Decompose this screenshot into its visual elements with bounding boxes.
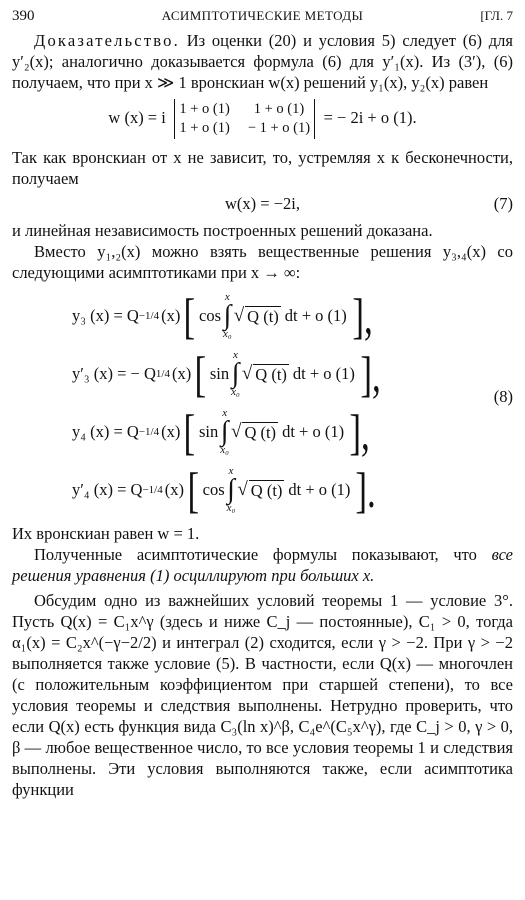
proof-text: Из оценки (20) и условия 5) следует (6) для y′₂(x); аналогично доказывается формула (6) для y′₁(x). Из (3′), (6) получаем, что при x ≫ 1 вронскиан w(x) решений y₁(x), y₂(x) равен [12, 31, 513, 92]
eq8-arg: (x) [161, 422, 181, 441]
paragraph-2: Так как вронскиан от x не зависит, то, устремляя x к бесконечности, получаем [12, 148, 513, 188]
eq8-fn: cos [202, 480, 225, 499]
paragraph-3: и линейная независимость построенных решений доказана. [12, 221, 433, 240]
eq8-arg: (x) [171, 364, 192, 383]
paragraph-7: Обсудим одно из важнейших условий теоремы 1 — условие 3°. Пусть Q(x) = C₁x^γ (здесь и ниже C_j — постоянные), C₁ > 0, тогда α₁(x) = C₂x^(−γ−2/2) и интеграл (2) сходится, если γ > −2. При γ > −2 выполняется также условие (5). В частности, если Q(x) — многочлен (с положительным коэффициентом при старшей степени), то все условия теоремы и следствия выполнены. Нетрудно проверить, что если Q(x) есть функция вида C₃(ln x)^β, C₄e^(C₅x^γ), где C_j > 0, γ > 0, β — любое вещественное число, то все условия теоремы 1 и следствия выполнены. Эти условия выполняются также, если асимптотика функции [12, 591, 513, 799]
integral-sign: x ∫ x₀ [223, 291, 232, 340]
det-cell: 1 + o (1) [179, 101, 230, 117]
paragraph-4: Вместо y₁,₂(x) можно взять вещественные решения y₃,₄(x) со следующими асимптотиками при x → ∞: [12, 242, 513, 282]
left-bracket: [ [183, 288, 196, 344]
proof-paragraph [12, 30, 513, 93]
wronskian-lhs: w (x) = i [108, 107, 166, 127]
eq8-tail: dt + o (1) [288, 480, 351, 499]
eq8-arg: (x) [161, 306, 181, 325]
det-cell: − 1 + o (1) [247, 120, 311, 136]
eq8-tail: dt + o (1) [292, 364, 355, 383]
paragraph-5: Их вронскиан равен w = 1. [12, 524, 200, 543]
chapter-ref: [ГЛ. 7 [480, 8, 513, 23]
radicand: Q (t) [247, 306, 279, 326]
proof-word: Доказательство. [34, 31, 180, 50]
left-bracket: [ [183, 404, 196, 460]
integral-sign: x ∫ x₀ [231, 349, 240, 398]
eq8-exponent: −1/4 [138, 310, 160, 322]
page-header [12, 8, 513, 30]
sqrt-sign: √ [231, 421, 242, 442]
right-bracket: ]. [355, 462, 377, 518]
eq8-row [12, 461, 513, 519]
radicand: Q (t) [244, 422, 277, 442]
eq8-exponent: 1/4 [155, 368, 170, 380]
eq8-exponent: −1/4 [142, 484, 163, 496]
eq8-fn: sin [199, 422, 219, 441]
eq8-tail: dt + o (1) [284, 306, 347, 325]
paragraph-6: Полученные асимптотические формулы показывают, что все решения уравнения (1) осциллируют при больших x. [12, 545, 513, 585]
determinant [170, 99, 320, 139]
sqrt-sign: √ [233, 305, 245, 326]
right-bracket: ], [352, 288, 373, 344]
eq8-exponent: −1/4 [138, 426, 160, 438]
eq8-tail: dt + o (1) [282, 422, 345, 441]
eq8-fn: cos [199, 306, 222, 325]
det-cell: 1 + o (1) [253, 101, 305, 117]
sqrt-sign: √ [241, 363, 253, 384]
emphasis: все решения уравнения (1) осциллируют при больших x. [12, 545, 513, 585]
eq8-fn: sin [209, 364, 230, 383]
eq8-row [12, 287, 513, 345]
radicand: Q (t) [255, 364, 287, 384]
eq8-lhs: y₄ (x) = Q [72, 422, 139, 441]
equation-7 [12, 193, 513, 214]
wronskian-equation [12, 99, 513, 139]
eq8-label: (8) [493, 387, 513, 406]
eq8-lhs: y′₄ (x) = Q [72, 480, 143, 499]
integral-sign: x ∫ x₀ [220, 407, 229, 456]
right-bracket: ], [349, 404, 370, 460]
eq8-arg: (x) [164, 480, 184, 499]
eq8-row [12, 403, 513, 461]
page-number: 390 [12, 8, 35, 24]
radicand: Q (t) [250, 480, 283, 500]
left-bracket: [ [194, 346, 207, 402]
equation-8-block [12, 287, 513, 519]
running-title: АСИМПТОТИЧЕСКИЕ МЕТОДЫ [161, 8, 364, 23]
det-cell: 1 + o (1) [179, 120, 230, 136]
right-bracket: ], [360, 346, 381, 402]
sqrt-sign: √ [237, 479, 248, 500]
integral-sign: x ∫ x₀ [226, 465, 236, 514]
eq7-body: w(x) = −2i, [225, 194, 300, 213]
eq8-row [12, 345, 513, 403]
eq7-label: (7) [493, 194, 513, 213]
eq8-lhs: y₃ (x) = Q [72, 306, 139, 325]
wronskian-rhs: = − 2i + o (1). [323, 107, 417, 127]
eq8-lhs: y′₃ (x) = − Q [72, 364, 156, 383]
left-bracket: [ [187, 462, 200, 518]
